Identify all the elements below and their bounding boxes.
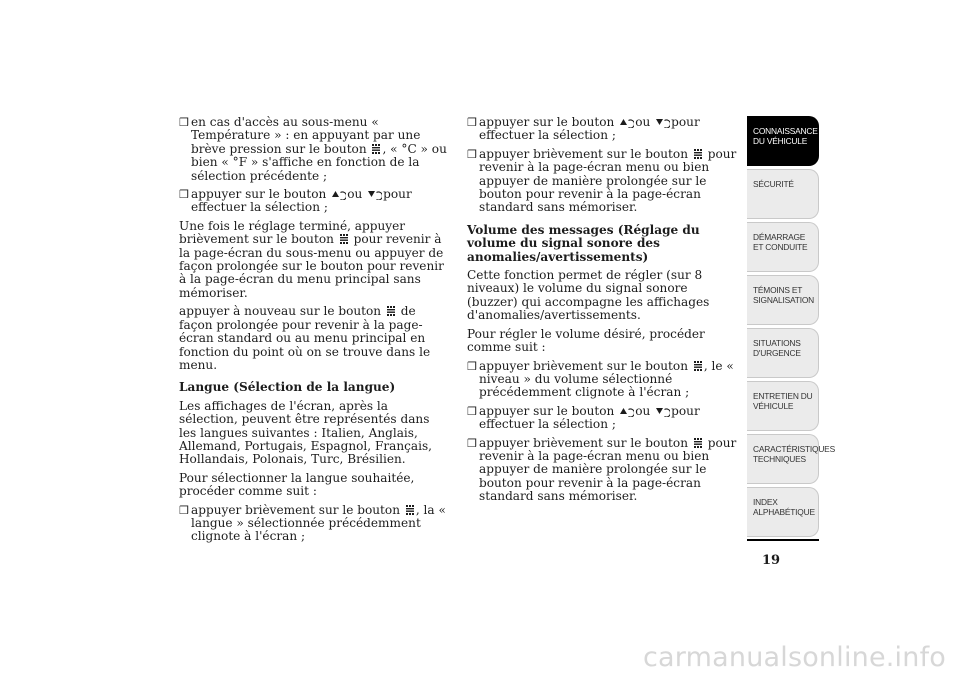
menu-button-icon [693,148,703,160]
bullet-text: appuyer sur le bouton [479,403,615,418]
bullet-temperature-unit [179,116,449,183]
bullet-mark: ❒ [467,116,477,129]
bullet-select-up-down-2 [467,405,737,432]
bullet-text-cont: pour effectuer la sélection ; [479,115,700,143]
section-tabs [747,116,835,541]
tab-index-alphabetique[interactable]: INDEX ALPHABÉTIQUE [747,487,819,537]
paragraph-text-cont: de façon prolongée pour revenir à la page-écran standard ou au menu principal en fonction du point où on se trouve dans le menu. [179,304,431,372]
paragraph-set-volume: Pour régler le volume désiré, procéder comme suit : [467,326,705,355]
heading-langue: Langue (Sélection de la langue) [179,380,396,395]
menu-button-icon [693,437,703,449]
bullet-text-cont: pour revenir à la page-écran menu ou bien appuyer de manière prolongée sur le bouton pour revenir à la page-écran standard sans mémoriser. [479,146,737,215]
bullet-select-up-down [467,116,737,143]
tab-entretien-vehicule[interactable]: ENTRETIEN DU VÉHICULE [747,381,819,431]
paragraph-select-language: Pour sélectionner la langue souhaitée, procéder comme suit : [179,470,415,499]
tab-bottom-rule [747,539,819,541]
bullet-text: appuyer brièvement sur le bouton [479,435,688,450]
bullet-text: appuyer sur le bouton [191,187,327,202]
down-button-icon [655,116,670,128]
tab-securite[interactable]: SÉCURITÉ [747,169,819,219]
bullet-text: appuyer sur le bouton [479,115,615,129]
paragraph-press-again [179,305,449,372]
bullet-volume-blink [467,360,737,400]
bullet-text: appuyer brièvement sur le bouton [479,146,688,161]
paragraph-volume-function: Cette fonction permet de régler (sur 8 niveaux) le volume du signal sonore (buzzer) qui accompagne les affichages d'anomalies/avertissements. [467,268,710,323]
menu-button-icon [693,360,703,372]
bullet-text-cont: pour revenir à la page-écran menu ou bien appuyer de manière prolongée sur le bouton pour revenir à la page-écran standard sans mémoriser. [479,435,737,504]
left-column [179,116,449,549]
bullet-mark: ❒ [467,359,477,373]
or-text: ou [635,115,651,129]
paragraph-text: Une fois le réglage terminé, appuyer brièvement sur le bouton [179,218,406,247]
bullet-mark: ❒ [467,404,477,418]
tab-temoins-signalisation[interactable]: TÉMOINS ET SIGNALISATION [747,275,819,325]
paragraph-text-cont: pour revenir à la page-écran du sous-menu ou appuyer de façon prolongée sur le bouton pour revenir à la page-écran du menu principal sans mémoriser. [179,232,444,300]
tab-connaissance-vehicule[interactable]: CONNAISSANCE DU VÉHICULE [747,116,819,166]
menu-button-icon [339,233,349,245]
down-button-icon [367,188,382,200]
menu-button-icon [405,504,415,516]
bullet-mark: ❒ [179,116,189,129]
bullet-text: en cas d'accès au sous-menu « Température » : en appuyant par une brève pression sur le bouton [191,115,421,156]
bullet-text-cont: , la « langue » sélectionnée précédemment clignote à l'écran ; [191,502,446,544]
down-button-icon [655,405,670,417]
up-button-icon [619,405,634,417]
bullet-return-menu [467,148,737,215]
or-text: ou [347,187,363,202]
watermark: carmanualsonline.info [643,642,946,673]
paragraph-text: appuyer à nouveau sur le bouton [179,304,382,319]
up-button-icon [331,188,346,200]
page-number: 19 [762,553,781,568]
paragraph-languages-list: Les affichages de l'écran, après la sélection, peuvent être représentés dans les langues suivantes : Italien, Anglais, Allemand, Portugais, Espagnol, Français, Hollandais, Polonais, Turc, Brésilien. [179,398,433,467]
bullet-text-cont: pour effectuer la sélection ; [479,403,700,432]
bullet-text: appuyer brièvement sur le bouton [191,502,400,517]
bullet-text: appuyer brièvement sur le bouton [479,358,688,373]
tab-caracteristiques-techniques[interactable]: CARACTÉRISTIQUES TECHNIQUES [747,434,819,484]
right-column [467,116,737,509]
bullet-mark: ❒ [467,147,477,161]
menu-button-icon [386,305,396,317]
paragraph-setting-done [179,220,449,300]
bullet-mark: ❒ [179,503,189,517]
menu-button-icon [371,143,381,155]
heading-volume-messages: Volume des messages (Réglage du volume du signal sonore des anomalies/avertissements) [467,222,700,264]
bullet-select-up-down [179,188,449,215]
up-button-icon [619,116,634,128]
tab-situations-urgence[interactable]: SITUATIONS D'URGENCE [747,328,819,378]
or-text: ou [635,403,651,418]
bullet-text-cont: , le « niveau » du volume sélectionné précédemment clignote à l'écran ; [479,358,734,400]
bullet-language-blink [179,504,449,544]
bullet-mark: ❒ [467,436,477,450]
bullet-text-cont: , « °C » ou bien « °F » s'affiche en fonction de la sélection précédente ; [191,141,447,183]
tab-demarrage-conduite[interactable]: DÉMARRAGE ET CONDUITE [747,222,819,272]
bullet-return-menu-2 [467,437,737,504]
bullet-text-cont: pour effectuer la sélection ; [191,187,412,215]
bullet-mark: ❒ [179,188,189,202]
